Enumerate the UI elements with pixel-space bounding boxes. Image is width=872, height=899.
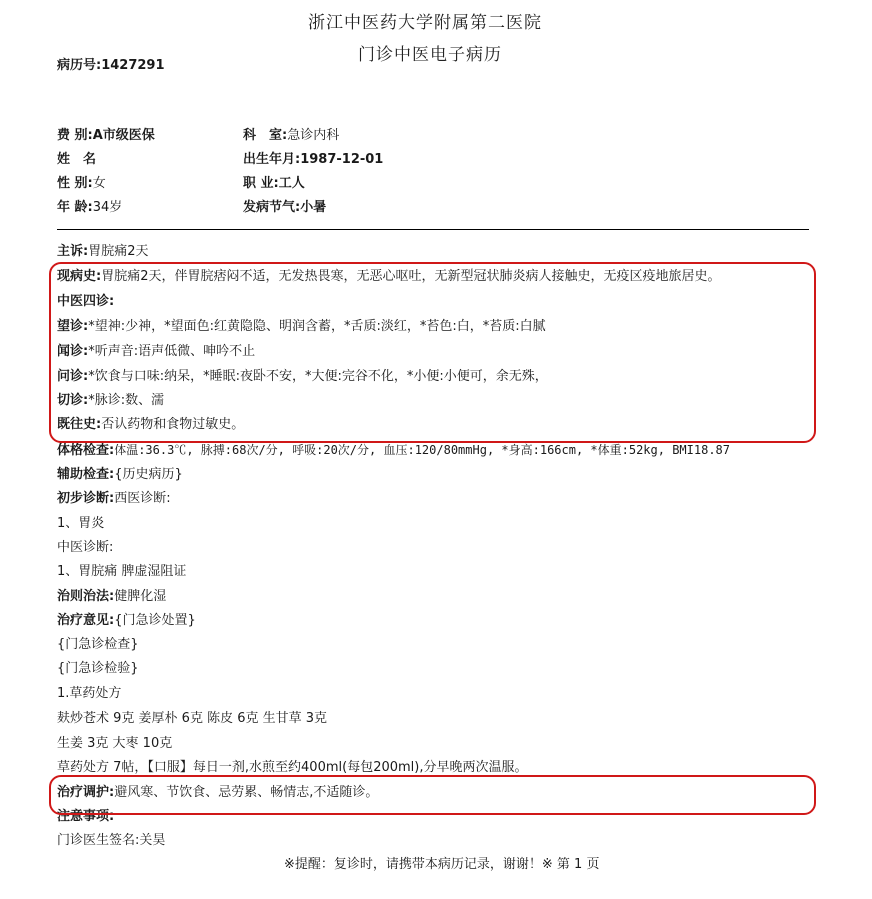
preliminary-diagnosis xyxy=(57,490,171,508)
doctor-signature xyxy=(57,832,165,850)
treatment-principle-value: 健脾化湿 xyxy=(114,589,167,604)
occupation-value: 工人 xyxy=(278,176,305,191)
physical-exam xyxy=(57,441,730,460)
prescription-line: 生姜 3克 大枣 10克 xyxy=(57,736,173,751)
doctor-signature-value: 关昊 xyxy=(139,833,166,848)
inspection-value: *望神:少神，*望面色:红黄隐隐、明润含蓄，*舌质:淡红，*苔色:白，*苔质:白腻 xyxy=(88,319,546,334)
tcm-four-exam-heading: 中医四诊: xyxy=(57,294,115,309)
present-illness-label: 现病史: xyxy=(57,269,102,284)
pulse-exam-label: 切诊: xyxy=(57,393,89,408)
record-number-label: 病历号: xyxy=(57,58,102,73)
physical-exam-value: 体温:36.3℃, 脉搏:68次/分, 呼吸:20次/分, 血压:120/80mmHg, *身高:166cm, *体重:52kg, BMI18.87 xyxy=(114,443,731,457)
doctor-signature-label: 门诊医生签名: xyxy=(57,833,140,848)
dob-label: 出生年月: xyxy=(243,152,301,167)
auxiliary-exam xyxy=(57,466,183,484)
treatment-plan-value: {门急诊处置} xyxy=(114,613,196,628)
department-value: 急诊内科 xyxy=(287,128,340,143)
department-label: 科 室: xyxy=(243,128,288,143)
listening-label: 闻诊: xyxy=(57,344,89,359)
tcm-diagnosis-heading: 中医诊断: xyxy=(57,540,114,555)
hospital-name: 浙江中医药大学附属第二医院 xyxy=(308,13,542,33)
treatment-principle xyxy=(57,588,166,606)
outpatient-exam-placeholder: {门急诊检查} xyxy=(57,637,139,652)
fee-type xyxy=(57,124,155,143)
sex-label: 性 别: xyxy=(57,176,93,191)
onset-season-value: 小暑 xyxy=(300,200,327,215)
chief-complaint-label: 主诉: xyxy=(57,244,89,259)
chief-complaint xyxy=(57,243,148,261)
onset-season xyxy=(243,196,326,215)
past-history-value: 否认药物和食物过敏史。 xyxy=(101,417,245,432)
department xyxy=(243,124,339,143)
preliminary-diagnosis-label: 初步诊断: xyxy=(57,491,115,506)
western-diagnosis-item: 1、胃炎 xyxy=(57,516,105,531)
patient-name-label: 姓 名 xyxy=(57,152,97,167)
prescription-usage: 草药处方 7帖，【口服】每日一剂,水煎至约400ml(每包200ml),分早晚两次温服。 xyxy=(57,760,528,775)
age xyxy=(57,196,122,215)
highlight-box-history xyxy=(49,262,816,443)
notes-heading: 注意事项: xyxy=(57,809,115,824)
herbal-prescription-title: 1.草药处方 xyxy=(57,686,122,701)
inspection-label: 望诊: xyxy=(57,319,89,334)
outpatient-lab-placeholder: {门急诊检验} xyxy=(57,661,139,676)
date-of-birth xyxy=(243,148,383,167)
present-illness-value: 胃脘痛2天，伴胃脘痞闷不适，无发热畏寒，无恶心呕吐，无新型冠状肺炎病人接触史，无疫区疫地旅居史。 xyxy=(101,269,721,284)
fee-type-label: 费 别: xyxy=(57,128,93,143)
patient-name xyxy=(57,148,96,167)
prescription-line: 麸炒苍术 9克 姜厚朴 6克 陈皮 6克 生甘草 3克 xyxy=(57,711,328,726)
record-number xyxy=(57,54,165,73)
physical-exam-label: 体格检查: xyxy=(57,443,115,458)
age-label: 年 龄: xyxy=(57,200,93,215)
fee-type-value: A市级医保 xyxy=(92,128,155,143)
inquiry-value: *饮食与口味:纳呆，*睡眠:夜卧不安，*大便:完谷不化，*小便:小便可，余无殊， xyxy=(88,369,548,384)
sex xyxy=(57,172,106,191)
divider xyxy=(57,229,809,230)
onset-season-label: 发病节气: xyxy=(243,200,301,215)
chief-complaint-value: 胃脘痛2天 xyxy=(88,244,149,259)
listening-value: *听声音:语声低微、呻吟不止 xyxy=(88,344,256,359)
auxiliary-exam-label: 辅助检查: xyxy=(57,467,115,482)
occupation-label: 职 业: xyxy=(243,176,279,191)
tcm-diagnosis-item: 1、胃脘痛 脾虚湿阻证 xyxy=(57,564,187,579)
care-advice-label: 治疗调护: xyxy=(57,785,115,800)
record-title: 门诊中医电子病历 xyxy=(358,45,502,65)
treatment-plan-label: 治疗意见: xyxy=(57,613,115,628)
past-history-label: 既往史: xyxy=(57,417,102,432)
sex-value: 女 xyxy=(92,176,106,191)
treatment-plan xyxy=(57,612,196,630)
dob-value: 1987-12-01 xyxy=(300,152,384,167)
highlight-box-care xyxy=(49,775,816,815)
care-advice-value: 避风寒、节饮食、忌劳累、畅情志,不适随诊。 xyxy=(114,785,379,800)
treatment-principle-label: 治则治法: xyxy=(57,589,115,604)
age-value: 34岁 xyxy=(92,200,123,215)
auxiliary-exam-value: {历史病历} xyxy=(114,467,183,482)
footer-reminder: ※提醒：复诊时，请携带本病历记录，谢谢！※ 第 1 页 xyxy=(284,857,600,872)
occupation xyxy=(243,172,305,191)
inquiry-label: 问诊: xyxy=(57,369,89,384)
pulse-exam-value: *脉诊:数、濡 xyxy=(88,393,165,408)
preliminary-diagnosis-value: 西医诊断: xyxy=(114,491,171,506)
record-number-value: 1427291 xyxy=(101,58,165,73)
